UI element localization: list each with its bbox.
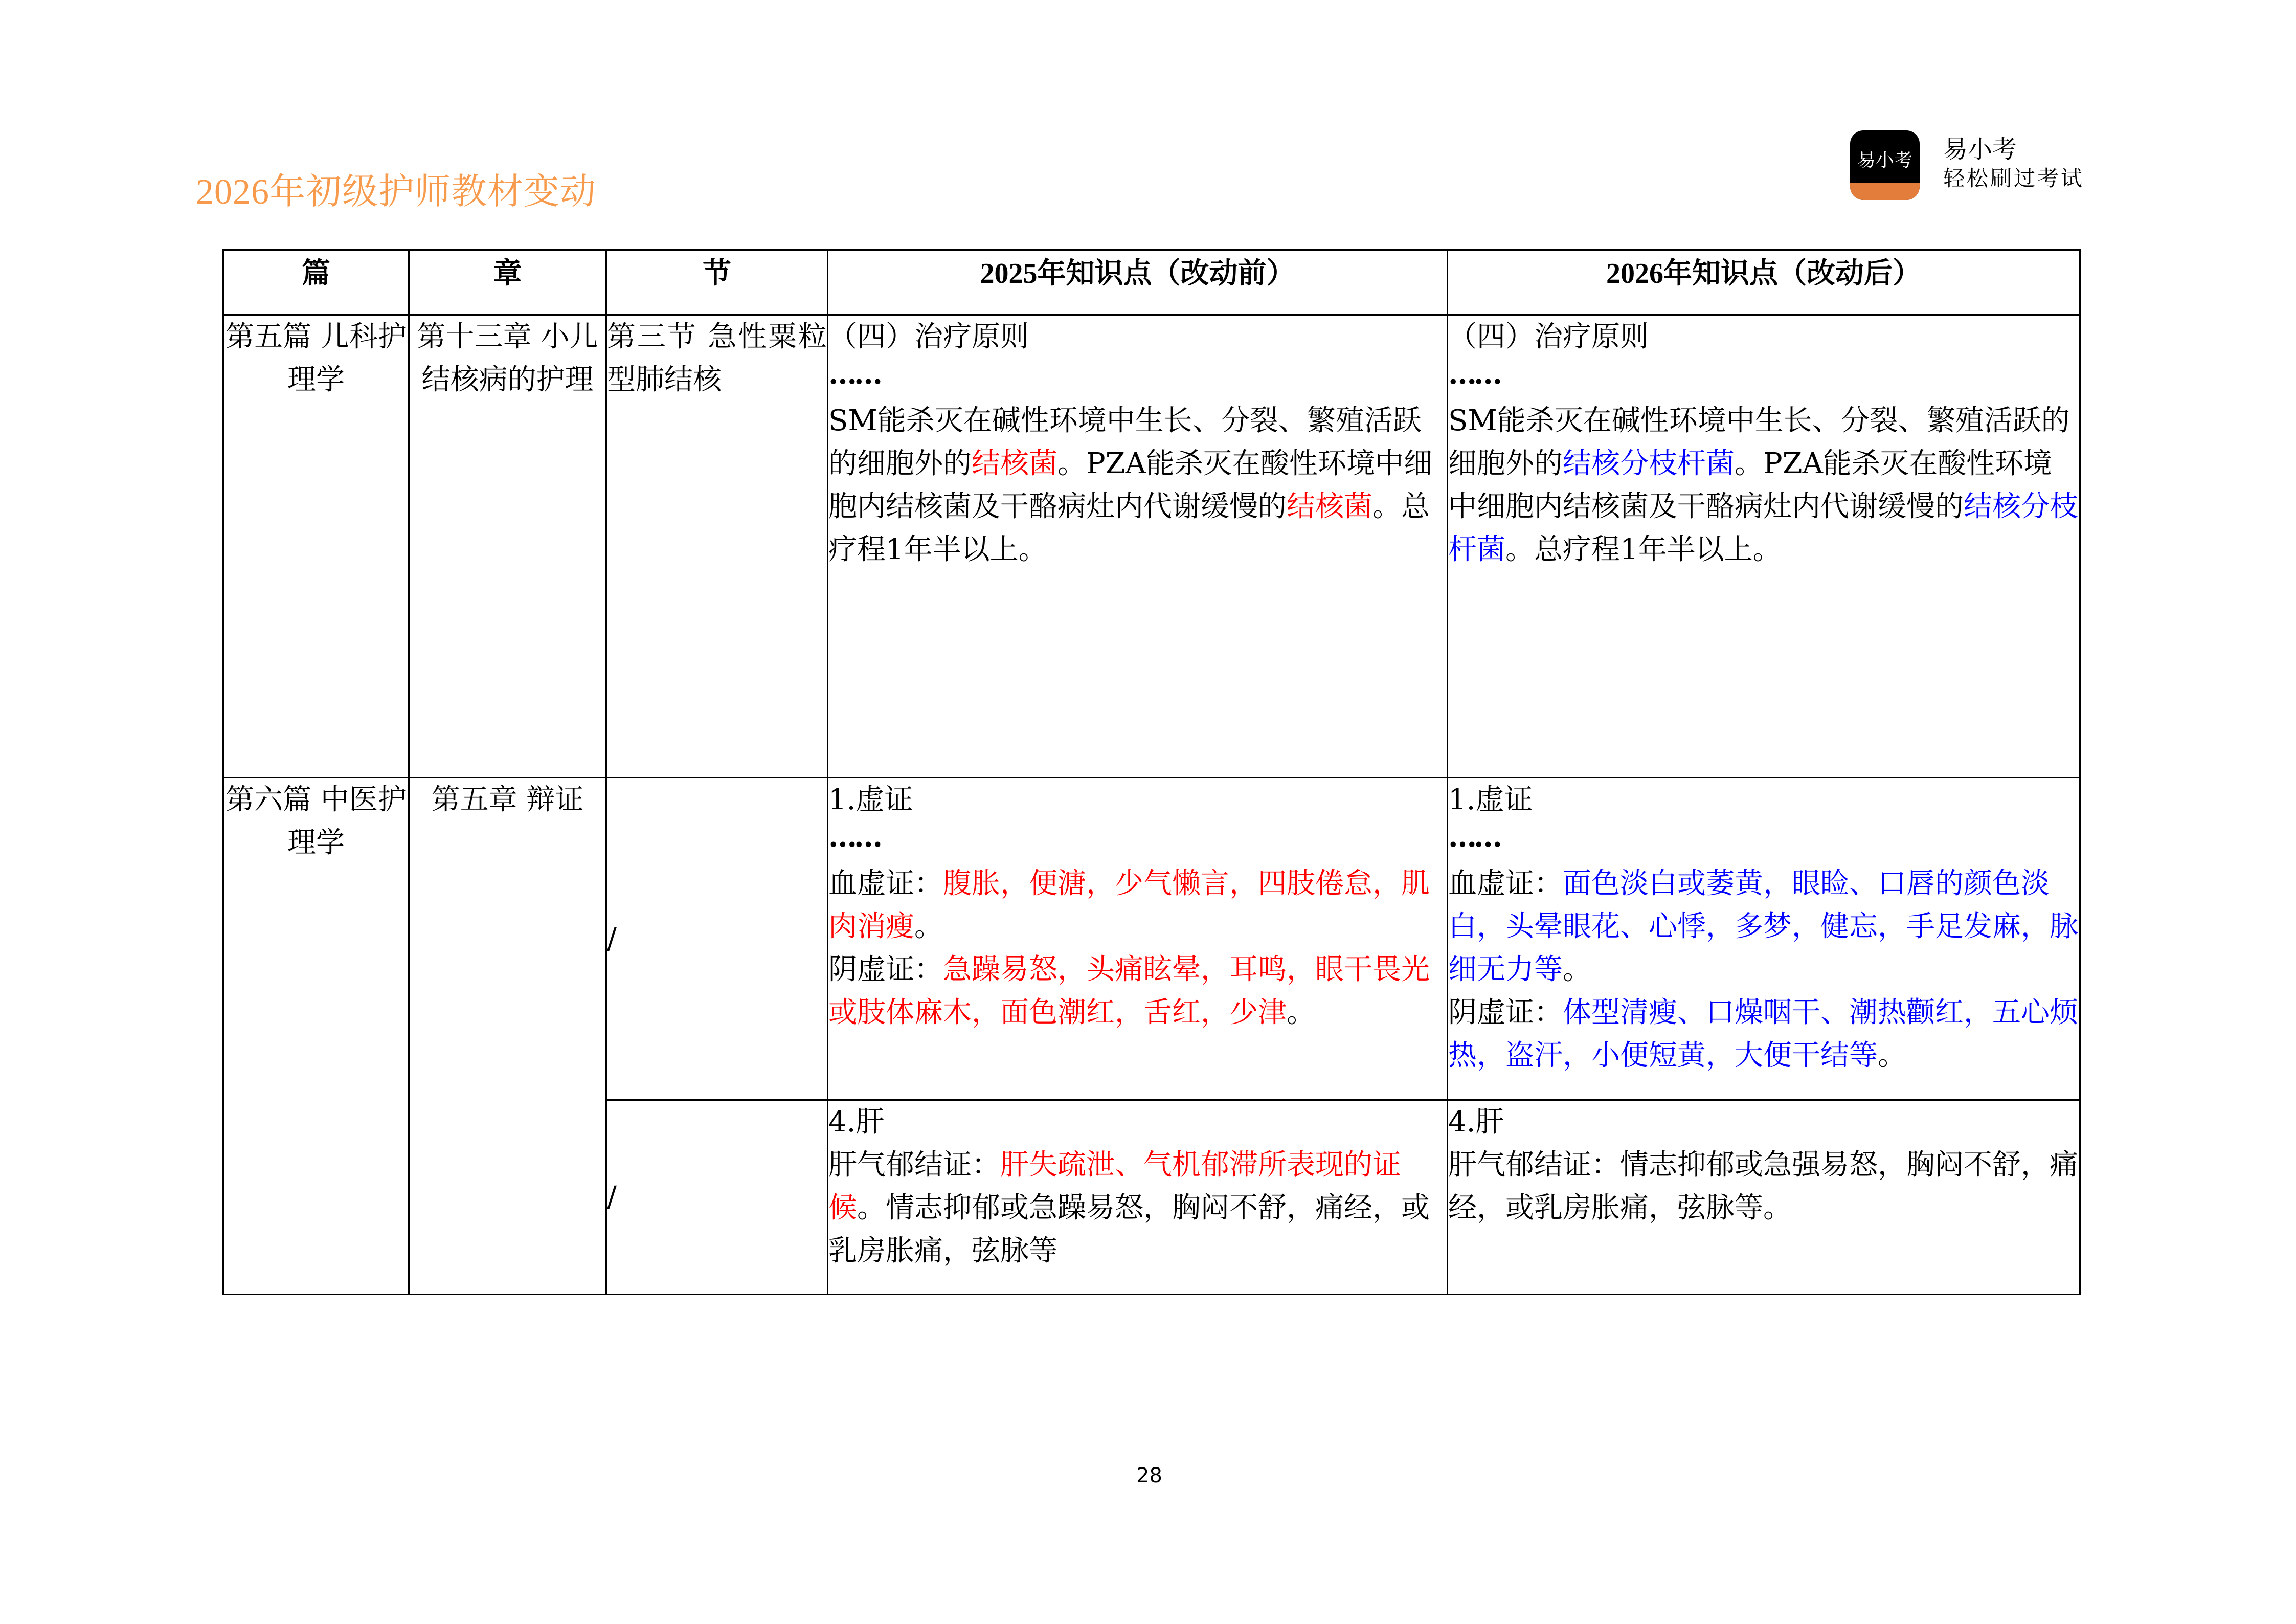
punct: 。 bbox=[1287, 996, 1315, 1029]
header-before: 2025年知识点（改动前） bbox=[828, 250, 1448, 315]
liver-qi-label: 肝气郁结证： bbox=[828, 1148, 1000, 1182]
removed-text: 肝失疏泄、气机郁滞所表现的证候 bbox=[828, 1148, 1401, 1225]
after-text: 。总疗程1年半以上。 bbox=[1505, 533, 1782, 566]
after-heading: 4.肝 bbox=[1448, 1105, 1504, 1139]
part-cell: 第五篇 儿科护理学 bbox=[223, 315, 409, 778]
page-number: 28 bbox=[1136, 1464, 1162, 1487]
brand-text bbox=[1943, 135, 2084, 193]
section-cell: / bbox=[606, 778, 828, 1100]
before-cell bbox=[828, 1100, 1448, 1295]
before-heading: （四）治疗原则 bbox=[828, 320, 1029, 353]
before-text: 。情志抑郁或急躁易怒，胸闷不舒，痛经，或乳房胀痛，弦脉等 bbox=[828, 1191, 1430, 1267]
before-heading: 4.肝 bbox=[828, 1105, 885, 1139]
after-cell bbox=[1448, 778, 2080, 1100]
chapter-cell: 第十三章 小儿结核病的护理 bbox=[409, 315, 606, 778]
header-part: 篇 bbox=[223, 250, 409, 315]
added-text: 面色淡白或萎黄，眼睑、口唇的颜色淡白，头晕眼花、心悸，多梦，健忘，手足发麻，脉细无力等 bbox=[1448, 867, 2078, 986]
added-term: 结核分枝杆菌 bbox=[1448, 490, 2078, 566]
before-cell bbox=[828, 315, 1448, 778]
ellipsis: …… bbox=[1448, 820, 1499, 854]
app-icon-text: 易小考 bbox=[1857, 150, 1912, 171]
brand-slogan: 轻松刷过考试 bbox=[1943, 166, 2085, 191]
header-section: 节 bbox=[606, 250, 828, 315]
after-text: 情志抑郁或急强易怒，胸闷不舒，痛经，或乳房胀痛，弦脉等。 bbox=[1448, 1148, 2078, 1225]
removed-text: 腹胀，便溏，少气懒言，四肢倦怠，肌肉消瘦 bbox=[828, 867, 1430, 943]
added-text: 体型清瘦、口燥咽干、潮热颧红，五心烦热，盗汗，小便短黄，大便干结等 bbox=[1448, 996, 2078, 1072]
chapter-cell: 第五章 辩证 bbox=[409, 778, 606, 1295]
yin-deficiency-label: 阴虚证： bbox=[828, 953, 943, 986]
app-icon-orange-band bbox=[1850, 183, 1920, 200]
section-cell: 第三节 急性粟粒型肺结核 bbox=[606, 315, 828, 778]
removed-text: 急躁易怒，头痛眩晕，耳鸣，眼干畏光或肢体麻木，面色潮红，舌红，少津 bbox=[828, 953, 1430, 1029]
document-title: 2026年初级护师教材变动 bbox=[196, 172, 596, 212]
after-text: 。PZA能杀灭在酸性环境中细胞内结核菌及干酪病灶内代谢缓慢的 bbox=[1448, 447, 2053, 523]
blood-deficiency-label: 血虚证： bbox=[1448, 867, 1563, 900]
header-chapter: 章 bbox=[409, 250, 606, 315]
after-heading: 1.虚证 bbox=[1448, 783, 1533, 816]
before-cell bbox=[828, 778, 1448, 1100]
after-heading: （四）治疗原则 bbox=[1448, 320, 1649, 353]
table-row bbox=[223, 315, 2080, 778]
ellipsis: …… bbox=[828, 820, 880, 854]
before-text: 。PZA能杀灭在酸性环境中细胞内结核菌及干酪病灶内代谢缓慢的 bbox=[828, 447, 1433, 523]
ellipsis: …… bbox=[1448, 357, 1499, 391]
brand-name: 易小考 bbox=[1943, 135, 2017, 164]
brand-logo bbox=[1850, 130, 2084, 200]
removed-term: 结核菌 bbox=[972, 447, 1057, 480]
part-cell: 第六篇 中医护理学 bbox=[223, 778, 409, 1295]
app-icon bbox=[1850, 130, 1920, 200]
table-header-row bbox=[223, 250, 2080, 315]
after-text: SM能杀灭在碱性环境中生长、分裂、繁殖活跃的细胞外的 bbox=[1448, 404, 2070, 480]
removed-term: 结核菌 bbox=[1287, 490, 1372, 523]
section-cell: / bbox=[606, 1100, 828, 1295]
punct: 。 bbox=[914, 910, 943, 943]
yin-deficiency-label: 阴虚证： bbox=[1448, 996, 1563, 1029]
before-text: 。总疗程1年半以上。 bbox=[828, 490, 1430, 566]
blood-deficiency-label: 血虚证： bbox=[828, 867, 943, 900]
after-cell bbox=[1448, 315, 2080, 778]
after-cell bbox=[1448, 1100, 2080, 1295]
punct: 。 bbox=[1563, 953, 1591, 986]
ellipsis: …… bbox=[828, 357, 880, 391]
punct: 。 bbox=[1878, 1039, 1906, 1072]
table-row bbox=[223, 778, 2080, 1100]
added-term: 结核分枝杆菌 bbox=[1563, 447, 1735, 480]
changes-table bbox=[222, 249, 2081, 1295]
before-heading: 1.虚证 bbox=[828, 783, 913, 816]
before-text: SM能杀灭在碱性环境中生长、分裂、繁殖活跃的细胞外的 bbox=[828, 404, 1422, 480]
header-after: 2026年知识点（改动后） bbox=[1448, 250, 2080, 315]
liver-qi-label: 肝气郁结证： bbox=[1448, 1148, 1620, 1182]
